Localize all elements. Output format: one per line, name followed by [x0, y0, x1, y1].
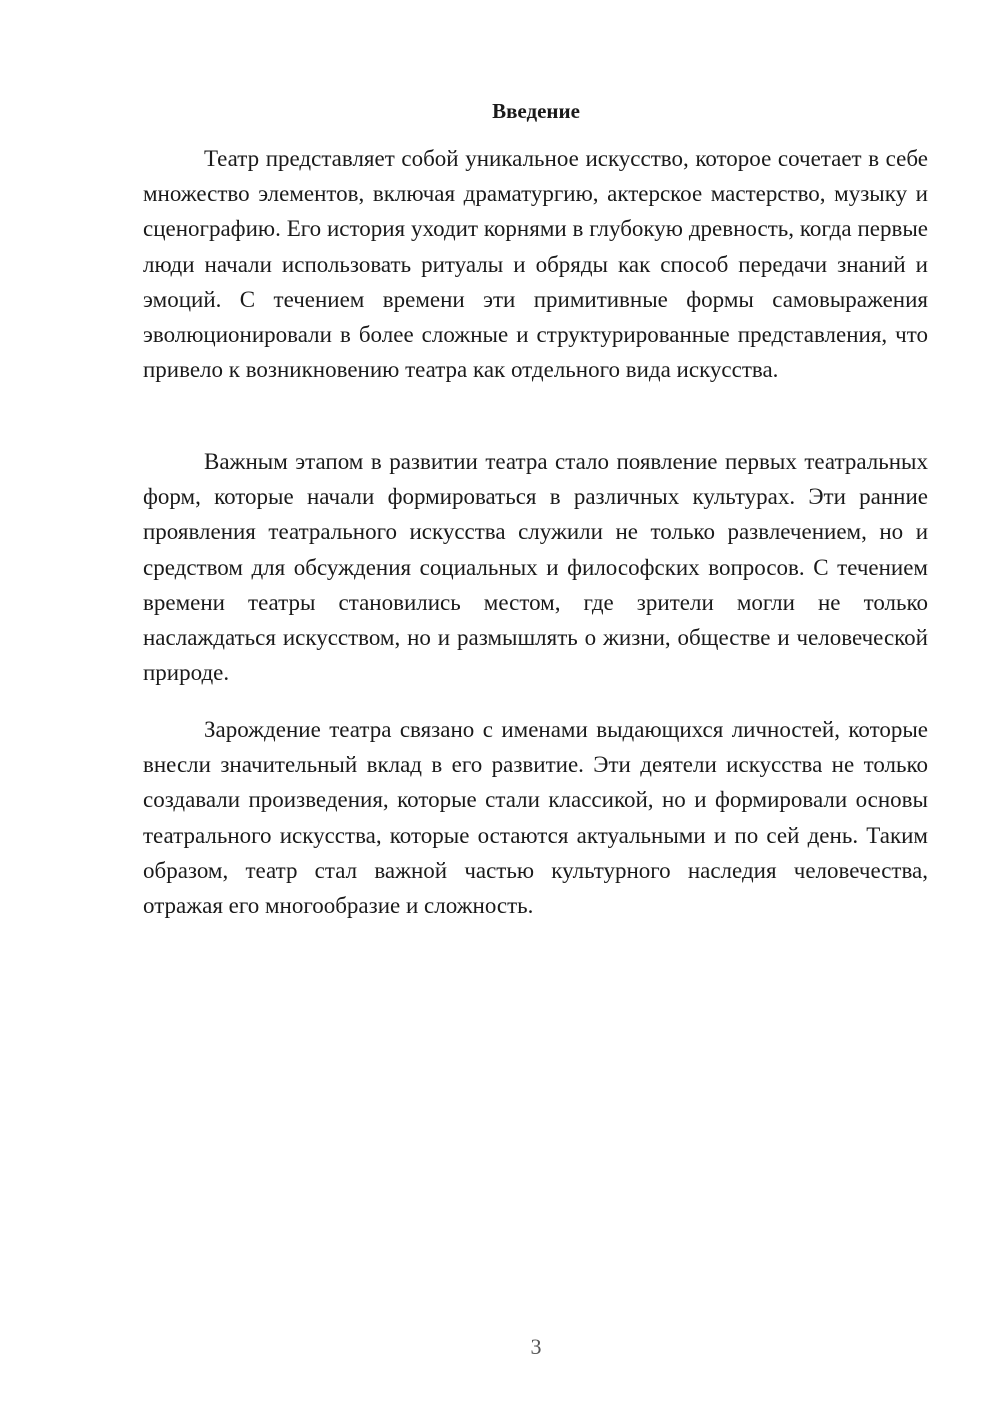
- paragraph-2: Важным этапом в развитии театра стало появление первых театральных форм, которые начали формироваться в различных культурах. Эти ранние проявления театрального искусства служили не только развлечением, но и средством для обсуждения социальных и философских вопросов. С течением времени театры становились местом, где зрители могли не только наслаждаться искусством, но и размышлять о жизни, обществе и человеческой природе.: [143, 449, 928, 686]
- paragraph-1: Театр представляет собой уникальное искусство, которое сочетает в себе множество элементов, включая драматургию, актерское мастерство, музыку и сценографию. Его история уходит корнями в глубокую древность, когда первые люди начали использовать ритуалы и обряды как способ передачи знаний и эмоций. С течением времени эти примитивные формы самовыражения эволюционировали в более сложные и структурированные представления, что привело к возникновению театра как отдельного вида искусства.: [143, 146, 928, 383]
- page-number: 3: [530, 1334, 542, 1359]
- paragraph-3: Зарождение театра связано с именами выдающихся личностей, которые внесли значительный вклад в его развитие. Эти деятели искусства не только создавали произведения, которые стали классикой, но и формировали основы театрального искусства, которые остаются актуальными и по сей день. Таким образом, театр стал важной частью культурного наследия человечества, отражая его многообразие и сложность.: [143, 717, 928, 919]
- section-heading: Введение: [492, 99, 580, 123]
